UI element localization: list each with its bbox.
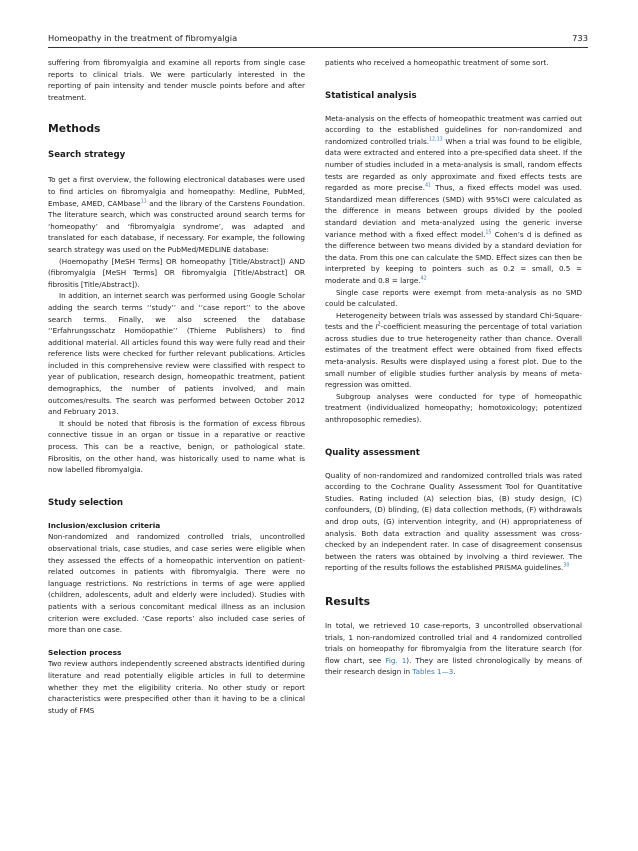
running-header [48,31,588,48]
tables-link[interactable]: Tables 1—3 [412,667,454,677]
inclusion-paragraph: Non-randomized and randomized controlled trials, uncontrolled observational trials, case studies, and case series were eligible when they assessed the effects of a homeopathic intervention on patient-related outcomes in patients with fibromyalgia. There were no language restrictions. No restrictions in terms of age were applied (children, adolescents, adult and elderly were included). Studies with patients with a serious concomitant medical illness as an inclusion criterion were excluded. ‘Case reports’ also included case series of more than one case. [48,532,305,635]
quality-assessment-heading: Quality assessment [325,447,420,458]
citation-ref[interactable]: 30 [563,563,570,569]
citation-ref[interactable]: 42 [420,276,427,282]
selection-paragraph: Two review authors independently screened abstracts identified during literature and read potentially eligible articles in full to determine whether they met the eligibility criteria. No other study or report characteristics were prespecified other than it having to be a clinical study of FMS [48,659,305,715]
citation-ref[interactable]: 41 [425,183,432,189]
stats-paragraph-2: Single case reports were exempt from meta-analysis as no SMD could be calculated. [325,287,582,309]
citation-ref[interactable]: 12,13 [428,137,443,143]
citation-ref[interactable]: 11 [140,199,147,205]
quality-paragraph: Quality of non-randomized and randomized controlled trials was rated according to the Cochrane Quality Assessment Tool for Quantitative Studies. Rating included (A) selection bias, (B) study design, (C) confounders, (D) blinding, (E) data collection methods, (F) withdrawals and drop outs, (G) intervention integrity, and (H) appropriateness of analysis. Both data extraction and quality assessment was cross-checked by an independent rater. In case of disagreement consensus between the raters was obtained by involving a third reviewer. The reporting of the results follows the established PRISMA guidelines.$^{30}$ [325,470,582,573]
inclusion-criteria-heading: Inclusion/exclusion criteria [48,520,161,530]
results-heading: Results [325,594,371,608]
intro-paragraph: suffering from fibromyalgia and examine all reports from single case reports to clinical trials. We were particularly interested in the reporting of pain intensity and tender muscle points before and after treatment. [48,58,305,102]
left-column [48,57,305,716]
methods-heading: Methods [48,122,101,136]
stats-paragraph-4: Subgroup analyses were conducted for type of homeopathic treatment (individualized homeopathy; homotoxicology; potentized anthroposophic remedies). [325,391,582,425]
search-paragraph-1: To get a first overview, the following electronical databases were used to find articles on fibromyalgia and homeopathy: Medline, PubMed, Embase, AMED, CAMbase$^{11}$ and the library of the Carstens Foundation. The literature search, which was constructed around search terms for ‘homeopathy’ and ‘fibromyalgia syndrome’, was adapted and translated for each database, if necessary. For example, the following search strategy was used on the PubMed/MEDLINE database: [48,175,305,254]
figure-link[interactable]: Fig. 1 [385,655,407,665]
statistical-analysis-heading: Statistical analysis [325,90,417,101]
right-column [325,57,582,678]
running-title: Homeopathy in the treatment of fibromyalgia [48,33,238,43]
search-paragraph-2: In addition, an internet search was performed using Google Scholar adding the search terms ‘‘study’’ and ‘‘case report’’ to the above search terms. Finally, we also screened the database ‘‘Erfahrungsschatz Homöopathie’’ (Thieme Publishers) to find additional material. All articles found this way were fully read and their reference lists were checked for further relevant publications. Articles included in this comprehensive review were classified with respect to year of publication, research design, homeopathic treatment, patient demographics, the number of patients involved, and main outcomes/results. The search was performed between October 2012 and February 2013. [48,291,305,417]
continued-paragraph: patients who received a homeopathic treatment of some sort. [325,58,549,67]
search-strategy-heading: Search strategy [48,150,126,161]
selection-process-heading: Selection process [48,647,122,657]
stats-paragraph-3: Heterogeneity between trials was assessed by standard Chi-Square-tests and the $I^2$-coefficient measuring the percentage of total variation across studies due to true heterogeneity rather than chance. Overall estimates of the treatment effect were obtained from fixed effects meta-analysis. Results were displayed using a forest plot. Due to the small number of eligible studies further analysis by means of meta-regression was omitted. [325,310,582,390]
stats-paragraph-1: Meta-analysis on the effects of homeopathic treatment was carried out according to the established guidelines for non-randomized and randomized controlled trials.$^{12,13}$ When a trial was found to be eligible, data were extracted and entered into a pre-specified data sheet. If the number of studies included in a meta-analysis is small, random effects tests are regarded as only approximate and fixed effects tests are regarded as more precise.$^{41}$ Thus, a fixed effects model was used. Standardized mean differences (SMD) with 95%CI were calculated as the difference in means between groups divided by the pooled standard deviation and meta-analyzed using the generic inverse variance method with a fixed effect model.$^{15}$ Cohen’s d is defined as the difference between two means divided by a standard deviation for the data. From this one can calculate the SMD. Effect sizes can then be interpreted by keeping to pointers such as 0.2 = small, 0.5 = moderate and 0.8 = large.$^{42}$ [325,113,583,285]
search-query: (Hoemopathy [MeSH Terms] OR homeopathy [Title/Abstract]) AND (fibromyalgia [MeSH Terms] OR fibromyalgia [Title/Abstract] OR fibrositis [Title/Abstract]). [48,256,305,289]
page-number: 733 [572,33,588,43]
study-selection-heading: Study selection [48,497,124,508]
search-paragraph-3: It should be noted that fibrosis is the formation of excess fibrous connective tissue in an organ or tissue in a reparative or reactive process. This can be a reactive, benign, or pathological state. Fibrositis, on the other hand, was historically used to name what is now labelled fibromyalgia. [48,418,305,475]
citation-ref[interactable]: 15 [485,230,492,236]
results-paragraph: In total, we retrieved 10 case-reports, 3 uncontrolled observational trials, 1 non-randomized controlled trial and 4 randomized controlled trials on homeopathy for fibromyalgia from the literature search (for flow chart, see Fig. 1). They are listed chronologically by means of their research design in Tables 1—3. [325,620,582,677]
